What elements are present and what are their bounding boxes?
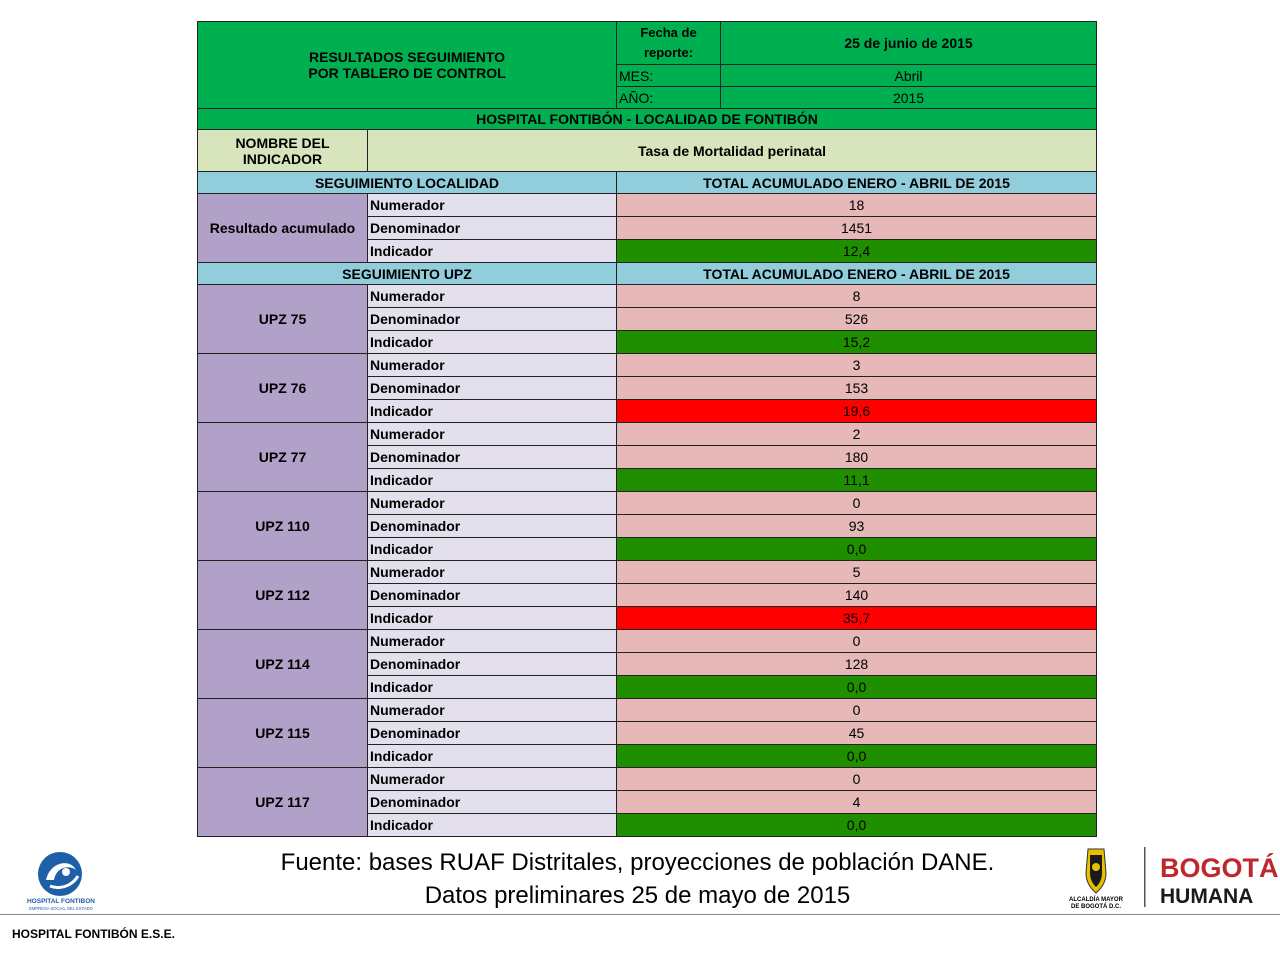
indicator-name-label: NOMBRE DEL INDICADOR [198,130,368,172]
upz-indicador-value: 0,0 [617,676,1097,699]
caption-line2: Datos preliminares 25 de mayo de 2015 [424,882,851,909]
upz-name: UPZ 115 [198,699,368,768]
row-label-denominador: Denominador [368,653,617,676]
upz-indicador-value: 0,0 [617,745,1097,768]
row-label-numerador: Numerador [368,194,617,217]
row-label-indicador: Indicador [368,240,617,263]
section-localidad-label: SEGUIMIENTO LOCALIDAD [198,172,617,194]
section-upz-period: TOTAL ACUMULADO ENERO - ABRIL DE 2015 [617,263,1097,285]
upz-indicador-value: 35,7 [617,607,1097,630]
upz-indicador-value: 19,6 [617,400,1097,423]
upz-numerador-value: 0 [617,492,1097,515]
anio-value: 2015 [721,87,1097,109]
row-label-denominador: Denominador [368,446,617,469]
upz-row [198,354,1097,377]
alcaldia-line2: DE BOGOTÁ D.C. [1070,904,1122,910]
upz-name: UPZ 76 [198,354,368,423]
upz-indicador-value: 11,1 [617,469,1097,492]
row-label-indicador: Indicador [368,331,617,354]
fecha-label: Fecha de reporte: [617,22,721,65]
row-label-denominador: Denominador [368,791,617,814]
bogota-humana-logo [1068,843,1279,911]
row-label-numerador: Numerador [368,354,617,377]
upz-numerador-value: 8 [617,285,1097,308]
section-upz-label: SEGUIMIENTO UPZ [198,263,617,285]
upz-numerador-value: 3 [617,354,1097,377]
row-label-indicador: Indicador [368,538,617,561]
caption-line1: Fuente: bases RUAF Distritales, proyecciones de población DANE. [280,849,995,876]
footer-label: HOSPITAL FONTIBÓN E.S.E. [12,927,175,941]
footer-divider [0,914,1280,915]
hospital-fontibon-logo [20,850,102,912]
source-caption [150,846,1125,912]
bogota-line2: HUMANA [1160,885,1254,908]
upz-row [198,699,1097,722]
upz-denominador-value: 153 [617,377,1097,400]
upz-numerador-value: 0 [617,630,1097,653]
row-label-indicador: Indicador [368,469,617,492]
row-label-indicador: Indicador [368,607,617,630]
upz-row [198,768,1097,791]
upz-denominador-value: 4 [617,791,1097,814]
upz-denominador-value: 140 [617,584,1097,607]
section-localidad-period: TOTAL ACUMULADO ENERO - ABRIL DE 2015 [617,172,1097,194]
upz-row [198,561,1097,584]
row-label-numerador: Numerador [368,768,617,791]
upz-denominador-value: 93 [617,515,1097,538]
upz-name: UPZ 112 [198,561,368,630]
row-label-denominador: Denominador [368,722,617,745]
upz-name: UPZ 117 [198,768,368,837]
row-label-indicador: Indicador [368,676,617,699]
row-label-denominador: Denominador [368,584,617,607]
upz-name: UPZ 110 [198,492,368,561]
indicator-name: Tasa de Mortalidad perinatal [368,130,1097,172]
report-title-line2: POR TABLERO DE CONTROL [308,65,506,81]
upz-indicador-value: 0,0 [617,538,1097,561]
upz-name: UPZ 77 [198,423,368,492]
mes-label: MES: [617,65,721,87]
upz-row [198,285,1097,308]
bogota-line1: BOGOTÁ [1160,853,1279,883]
report-table [197,21,1097,837]
row-label-numerador: Numerador [368,423,617,446]
localidad-group-label: Resultado acumulado [198,194,368,263]
fontibon-logo-sub: EMPRESA SOCIAL DEL ESTADO [29,906,93,911]
upz-numerador-value: 0 [617,768,1097,791]
upz-indicador-value: 0,0 [617,814,1097,837]
upz-name: UPZ 114 [198,630,368,699]
upz-denominador-value: 128 [617,653,1097,676]
row-label-indicador: Indicador [368,400,617,423]
localidad-denominador-value: 1451 [617,217,1097,240]
hospital-title: HOSPITAL FONTIBÓN - LOCALIDAD DE FONTIBÓN [198,109,1097,130]
row-label-numerador: Numerador [368,285,617,308]
localidad-indicador-value: 12,4 [617,240,1097,263]
upz-denominador-value: 180 [617,446,1097,469]
localidad-numerador-value: 18 [617,194,1097,217]
upz-row [198,492,1097,515]
alcaldia-line1: ALCALDÍA MAYOR [1069,897,1123,903]
anio-label: AÑO: [617,87,721,109]
fontibon-logo-name: HOSPITAL FONTIBON [26,898,96,905]
report-title [198,22,617,109]
row-label-indicador: Indicador [368,745,617,768]
row-label-numerador: Numerador [368,699,617,722]
row-label-denominador: Denominador [368,515,617,538]
upz-row [198,423,1097,446]
fecha-value: 25 de junio de 2015 [721,22,1097,65]
upz-denominador-value: 45 [617,722,1097,745]
upz-numerador-value: 2 [617,423,1097,446]
upz-row [198,630,1097,653]
row-label-denominador: Denominador [368,217,617,240]
row-label-numerador: Numerador [368,492,617,515]
upz-numerador-value: 0 [617,699,1097,722]
row-label-denominador: Denominador [368,377,617,400]
row-label-numerador: Numerador [368,561,617,584]
upz-indicador-value: 15,2 [617,331,1097,354]
row-label-denominador: Denominador [368,308,617,331]
row-label-numerador: Numerador [368,630,617,653]
upz-name: UPZ 75 [198,285,368,354]
upz-denominador-value: 526 [617,308,1097,331]
upz-numerador-value: 5 [617,561,1097,584]
row-label-indicador: Indicador [368,814,617,837]
report-title-line1: RESULTADOS SEGUIMIENTO [309,49,506,65]
mes-value: Abril [721,65,1097,87]
